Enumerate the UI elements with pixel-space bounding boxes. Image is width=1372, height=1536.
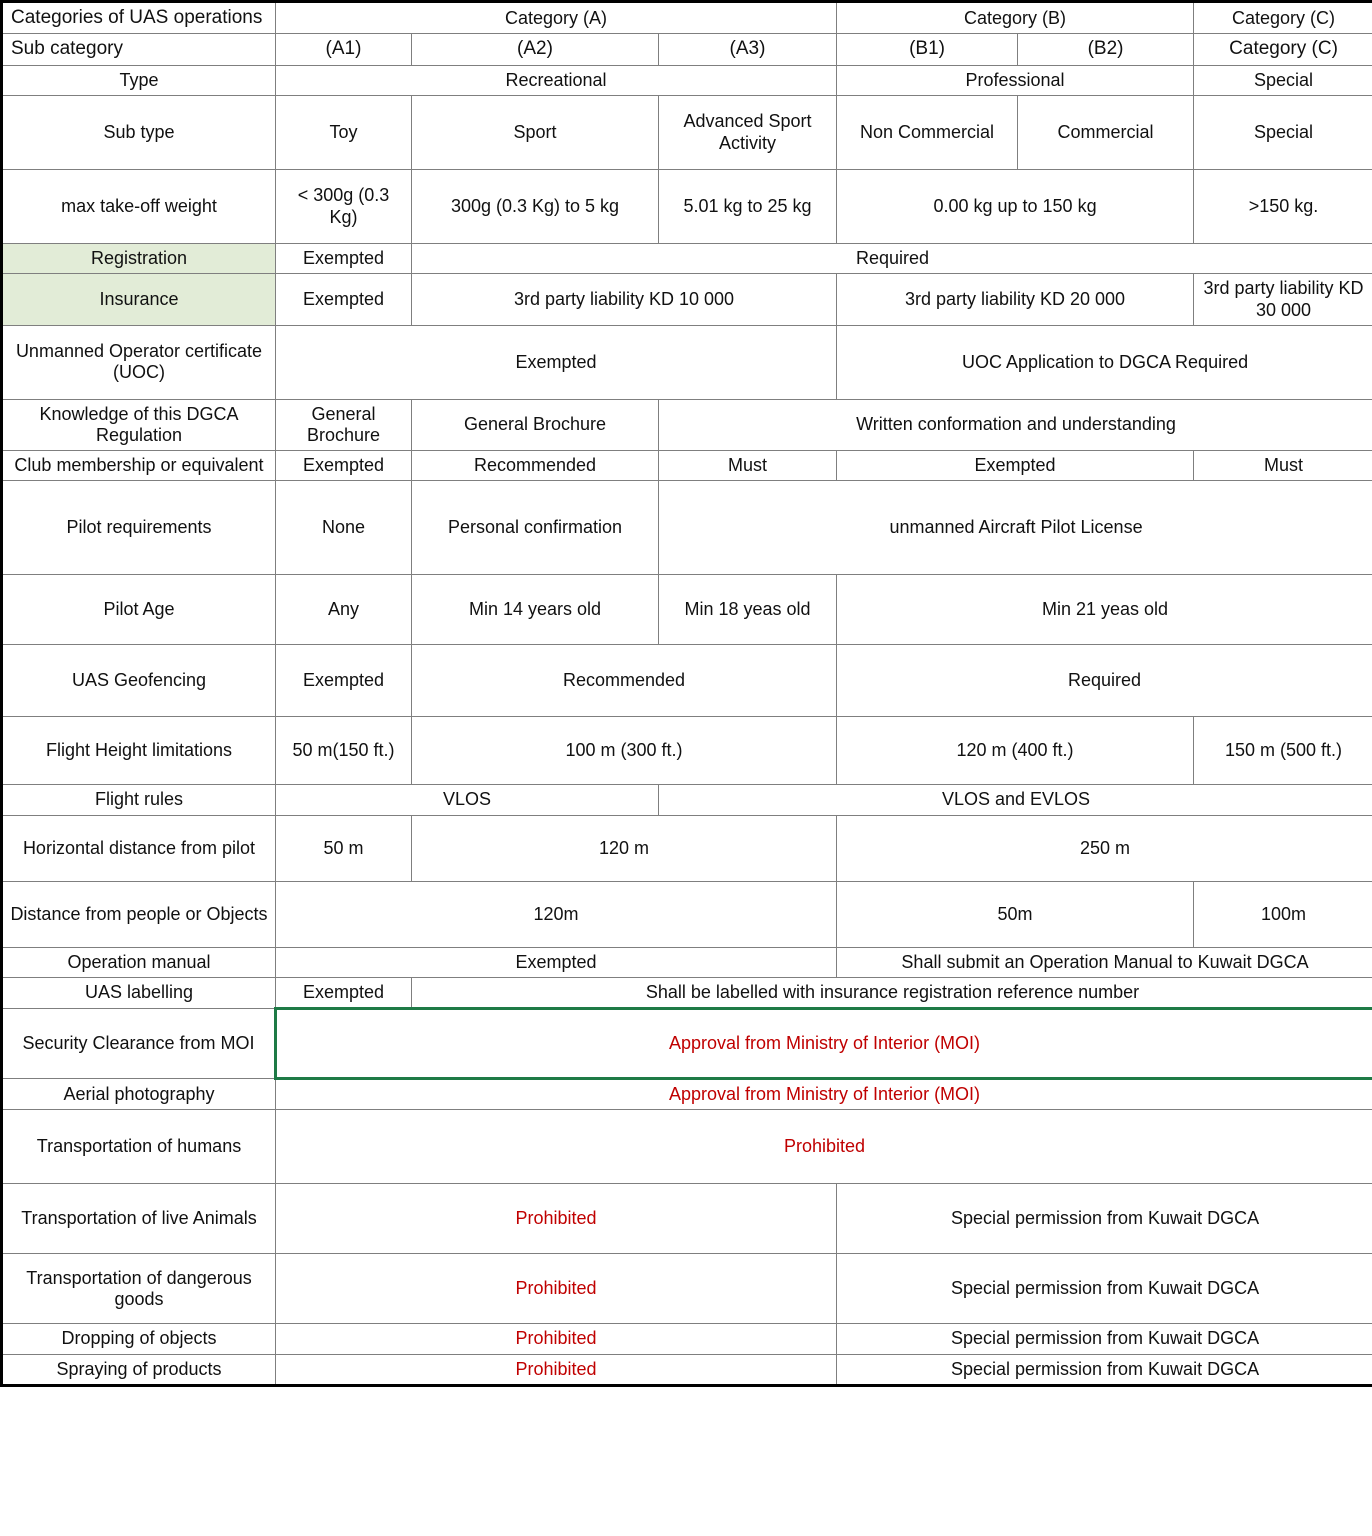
table-row-knowledge [2,399,1372,450]
header-row-categories [2,2,1372,34]
cell-geofencing-rest: Required [837,645,1372,717]
table-row-operation-manual [2,947,1372,977]
cell-transport-animals-rest: Special permission from Kuwait DGCA [837,1184,1372,1254]
row-label-flight-rules: Flight rules [2,785,276,815]
cell-transport-dangerous-rest: Special permission from Kuwait DGCA [837,1254,1372,1324]
cell-label-a1: Exempted [276,977,412,1008]
row-label-club-membership: Club membership or equivalent [2,451,276,481]
table-row-aerial-photography [2,1079,1372,1110]
row-label-uoc: Unmanned Operator certificate (UOC) [2,325,276,399]
cell-rules-a: VLOS [276,785,659,815]
cell-sub-type-b1: Non Commercial [837,96,1018,170]
cell-knowledge-a2: General Brochure [412,399,659,450]
cell-horiz-a2-a3: 120 m [412,815,837,881]
table-row-registration [2,244,1372,274]
table-row-dropping-objects [2,1324,1372,1354]
header-subcategory-c: Category (C) [1194,34,1372,65]
cell-pilot-age-a1: Any [276,575,412,645]
row-label-aerial-photography: Aerial photography [2,1079,276,1110]
cell-label-rest: Shall be labelled with insurance registration reference number [412,977,1372,1008]
cell-security-clearance-all: Approval from Ministry of Interior (MOI) [276,1009,1372,1079]
cell-sub-type-a1: Toy [276,96,412,170]
row-label-dropping-objects: Dropping of objects [2,1324,276,1354]
cell-height-a1: 50 m(150 ft.) [276,717,412,785]
cell-aerial-photography-all: Approval from Ministry of Interior (MOI) [276,1079,1372,1110]
cell-type-b: Professional [837,65,1194,95]
cell-sub-type-a3: Advanced Sport Activity [659,96,837,170]
row-label-operation-manual: Operation manual [2,947,276,977]
row-label-max-takeoff-weight: max take-off weight [2,170,276,244]
row-label-distance-people: Distance from people or Objects [2,881,276,947]
cell-horiz-a1: 50 m [276,815,412,881]
cell-uoc-a: Exempted [276,325,837,399]
cell-weight-a3: 5.01 kg to 25 kg [659,170,837,244]
cell-opman-rest: Shall submit an Operation Manual to Kuwait DGCA [837,947,1372,977]
row-label-transport-dangerous: Transportation of dangerous goods [2,1254,276,1324]
cell-spraying-products-a: Prohibited [276,1354,837,1385]
row-label-sub-type: Sub type [2,96,276,170]
table-row-flight-height [2,717,1372,785]
table-row-horizontal-distance [2,815,1372,881]
cell-club-c: Must [1194,451,1372,481]
row-label-horizontal-distance: Horizontal distance from pilot [2,815,276,881]
cell-pilot-age-a2: Min 14 years old [412,575,659,645]
cell-registration-rest: Required [412,244,1372,274]
cell-rules-rest: VLOS and EVLOS [659,785,1372,815]
header-subcategory-a1: (A1) [276,34,412,65]
table-row-spraying-products [2,1354,1372,1385]
cell-weight-b: 0.00 kg up to 150 kg [837,170,1194,244]
cell-people-a: 120m [276,881,837,947]
table-row-max-takeoff-weight [2,170,1372,244]
cell-height-c: 150 m (500 ft.) [1194,717,1372,785]
cell-geofencing-a1: Exempted [276,645,412,717]
table-row-sub-type [2,96,1372,170]
table-row-insurance [2,274,1372,325]
row-label-transport-humans: Transportation of humans [2,1110,276,1184]
row-label-insurance: Insurance [2,274,276,325]
table-row-type [2,65,1372,95]
row-label-pilot-age: Pilot Age [2,575,276,645]
header-group-category-b: Category (B) [837,2,1194,34]
table-row-flight-rules [2,785,1372,815]
cell-insurance-a1: Exempted [276,274,412,325]
header-subcategory-b1: (B1) [837,34,1018,65]
cell-pilot-req-rest: unmanned Aircraft Pilot License [659,481,1372,575]
header-group-category-a: Category (A) [276,2,837,34]
header-group-category-c: Category (C) [1194,2,1372,34]
cell-weight-a2: 300g (0.3 Kg) to 5 kg [412,170,659,244]
cell-pilot-age-a3: Min 18 yeas old [659,575,837,645]
cell-transport-humans-all: Prohibited [276,1110,1372,1184]
row-label-spraying-products: Spraying of products [2,1354,276,1385]
cell-club-a2: Recommended [412,451,659,481]
table-row-transport-humans [2,1110,1372,1184]
row-label-flight-height: Flight Height limitations [2,717,276,785]
cell-horiz-rest: 250 m [837,815,1372,881]
cell-pilot-req-a1: None [276,481,412,575]
cell-sub-type-a2: Sport [412,96,659,170]
table-row-geofencing [2,645,1372,717]
cell-club-a3: Must [659,451,837,481]
table-row-transport-animals [2,1184,1372,1254]
cell-club-a1: Exempted [276,451,412,481]
cell-pilot-req-a2: Personal confirmation [412,481,659,575]
cell-insurance-b: 3rd party liability KD 20 000 [837,274,1194,325]
cell-height-a2-a3: 100 m (300 ft.) [412,717,837,785]
row-label-geofencing: UAS Geofencing [2,645,276,717]
cell-geofencing-a2: Recommended [412,645,837,717]
header-subcategory-b2: (B2) [1018,34,1194,65]
table-row-pilot-requirements [2,481,1372,575]
row-label-registration: Registration [2,244,276,274]
table-row-uas-labelling [2,977,1372,1008]
cell-weight-a1: < 300g (0.3 Kg) [276,170,412,244]
cell-registration-a1: Exempted [276,244,412,274]
row-label-transport-animals: Transportation of live Animals [2,1184,276,1254]
table-row-distance-people [2,881,1372,947]
header-subcategory-label: Sub category [2,34,276,65]
cell-height-b: 120 m (400 ft.) [837,717,1194,785]
cell-type-a: Recreational [276,65,837,95]
table-row-club-membership [2,451,1372,481]
header-subcategory-a3: (A3) [659,34,837,65]
row-label-pilot-requirements: Pilot requirements [2,481,276,575]
row-label-uas-labelling: UAS labelling [2,977,276,1008]
cell-dropping-objects-a: Prohibited [276,1324,837,1354]
table-row-security-clearance [2,1009,1372,1079]
cell-uoc-rest: UOC Application to DGCA Required [837,325,1372,399]
cell-transport-dangerous-a: Prohibited [276,1254,837,1324]
row-label-knowledge: Knowledge of this DGCA Regulation [2,399,276,450]
cell-sub-type-c: Special [1194,96,1372,170]
cell-knowledge-a1: General Brochure [276,399,412,450]
row-label-type: Type [2,65,276,95]
cell-insurance-c: 3rd party liability KD 30 000 [1194,274,1372,325]
cell-dropping-objects-rest: Special permission from Kuwait DGCA [837,1324,1372,1354]
cell-type-c: Special [1194,65,1372,95]
row-label-security-clearance: Security Clearance from MOI [2,1009,276,1079]
cell-weight-c: >150 kg. [1194,170,1372,244]
table-row-transport-dangerous [2,1254,1372,1324]
header-row-subcategories [2,34,1372,65]
cell-spraying-products-rest: Special permission from Kuwait DGCA [837,1354,1372,1385]
cell-sub-type-b2: Commercial [1018,96,1194,170]
table-row-pilot-age [2,575,1372,645]
cell-people-b: 50m [837,881,1194,947]
cell-club-b: Exempted [837,451,1194,481]
header-title: Categories of UAS operations [2,2,276,34]
header-subcategory-a2: (A2) [412,34,659,65]
cell-knowledge-rest: Written conformation and understanding [659,399,1372,450]
cell-pilot-age-rest: Min 21 yeas old [837,575,1372,645]
cell-insurance-a2-a3: 3rd party liability KD 10 000 [412,274,837,325]
cell-opman-a: Exempted [276,947,837,977]
cell-transport-animals-a: Prohibited [276,1184,837,1254]
cell-people-c: 100m [1194,881,1372,947]
table-row-uoc [2,325,1372,399]
